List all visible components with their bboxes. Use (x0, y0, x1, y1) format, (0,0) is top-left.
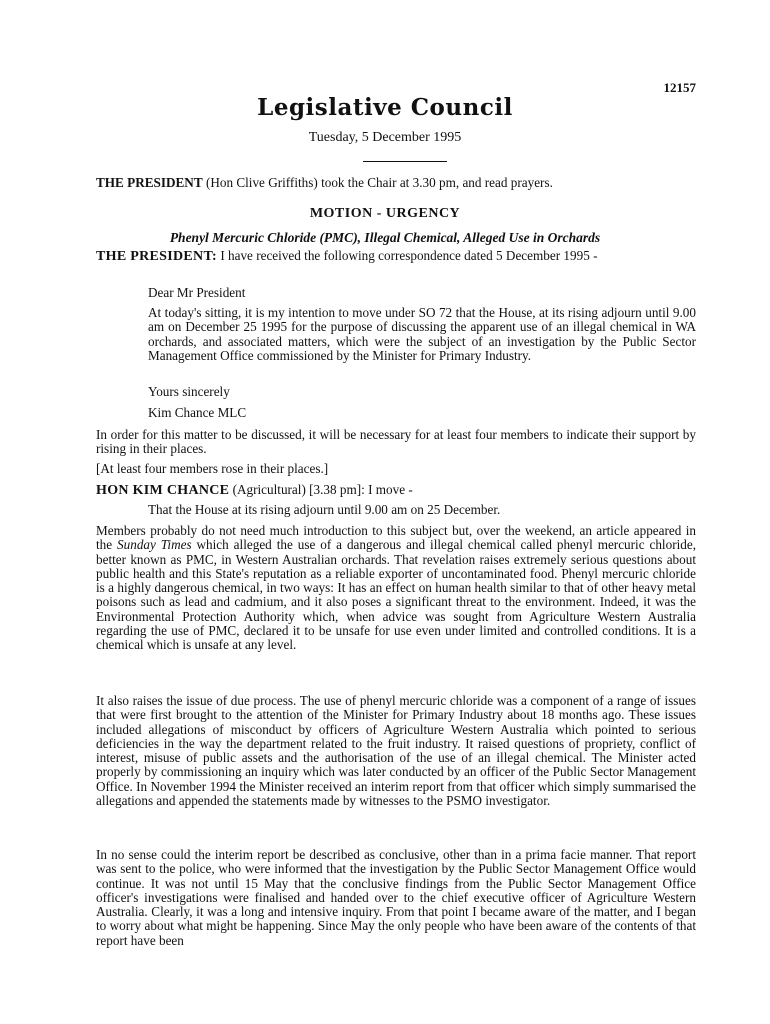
paragraph-text: Members probably do not need much introduction to this subject but, over the weekend, an article appeared in the (96, 523, 696, 553)
masthead-title: Legislative Council (257, 94, 513, 121)
newspaper-title: Sunday Times (117, 537, 192, 553)
speaker-text: (Hon Clive Griffiths) took the Chair at 3.30 pm, and read prayers. (202, 175, 553, 190)
chance-speaker-line (96, 483, 696, 498)
motion-heading: MOTION - URGENCY (309, 206, 461, 221)
president-received-paragraph (96, 249, 696, 264)
letter-salutation: Dear Mr President (148, 285, 246, 300)
speaker-name: THE PRESIDENT (96, 175, 203, 190)
page-number: 12157 (663, 80, 696, 95)
president-chair-line (96, 176, 696, 190)
speech-paragraph-3: In no sense could the interim report be described as conclusive, other than in a prima facie manner. That report was sent to the police, who were informed that the investigation by the Public Sector Management Office would continue. It was not until 15 May that the conclusive findings from the Public Sector Management Office officer's investigations were finalised and handed over to the chief executive officer of Agriculture Western Australia. Clearly, it was a long and intensive inquiry. From that point I became aware of the matter, and I began to worry about what might be happening. Since May the only people who have been aware of the contents of that report have been (96, 847, 696, 948)
speaker-name: HON KIM CHANCE (96, 483, 230, 498)
motion-text: That the House at its rising adjourn until 9.00 am on 25 December. (148, 502, 501, 517)
sitting-date: Tuesday, 5 December 1995 (308, 130, 462, 145)
motion-subheading: Phenyl Mercuric Chloride (PMC), Illegal Chemical, Alleged Use in Orchards (169, 230, 601, 245)
letter-body: At today's sitting, it is my intention to move under SO 72 that the House, at its rising adjourn until 9.00 am on December 25 1995 for the purpose of discussing the apparent use of an illegal chemical in WA orchards, and associated matters, which were the subject of an investigation by the Public Sector Management Office commissioned by the Minister for Primary Industry. (148, 305, 696, 363)
speaker-text: (Agricultural) [3.38 pm]: I move - (229, 482, 413, 497)
speaker-name: THE PRESIDENT: (96, 249, 218, 264)
letter-signature: Kim Chance MLC (148, 405, 247, 420)
members-rose-note: [At least four members rose in their places.] (96, 461, 329, 476)
speech-paragraph-1 (96, 524, 696, 653)
letter-closing: Yours sincerely (148, 384, 230, 399)
paragraph-text: which alleged the use of a dangerous and illegal chemical called phenyl mercuric chloride, better known as PMC, in Western Australian orchards. That revelation raises extremely serious questions about public health and this State's reputation as a reliable exporter of uncontaminated food. Phenyl mercuric chloride is a highly dangerous chemical, in two ways: It has an effect on human health similar to that of other heavy metal poisons such as lead and cadmium, and it also poses a significant threat to the environment. Indeed, it was the Environmental Protection Authority which, when advice was sought from Agriculture Western Australia regarding the use of PMC, declared it to be unsafe for use even under limited and controlled conditions. It is a chemical which is unsafe at any level. (96, 537, 696, 653)
order-paragraph: In order for this matter to be discussed, it will be necessary for at least four members to indicate their support by rising in their places. (96, 427, 696, 457)
speaker-text: I have received the following correspondence dated 5 December 1995 - (217, 248, 598, 263)
title-divider (363, 161, 447, 162)
speech-paragraph-2: It also raises the issue of due process. The use of phenyl mercuric chloride was a component of a range of issues that were first brought to the attention of the Minister for Primary Industry about 18 months ago. These issues included allegations of misconduct by officers of Agriculture Western Australia which pointed to serious deficiencies in the way the department related to the fruit industry. It raised questions of propriety, conflict of interest, misuse of public assets and the authorisation of the use of an illegal chemical. The Minister acted properly by commissioning an inquiry which was later conducted by an officer of the Public Sector Management Office. In November 1994 the Minister received an interim report from that officer which simply summarised the allegations and appended the statements made by witnesses to the PSMO investigator. (96, 693, 696, 809)
